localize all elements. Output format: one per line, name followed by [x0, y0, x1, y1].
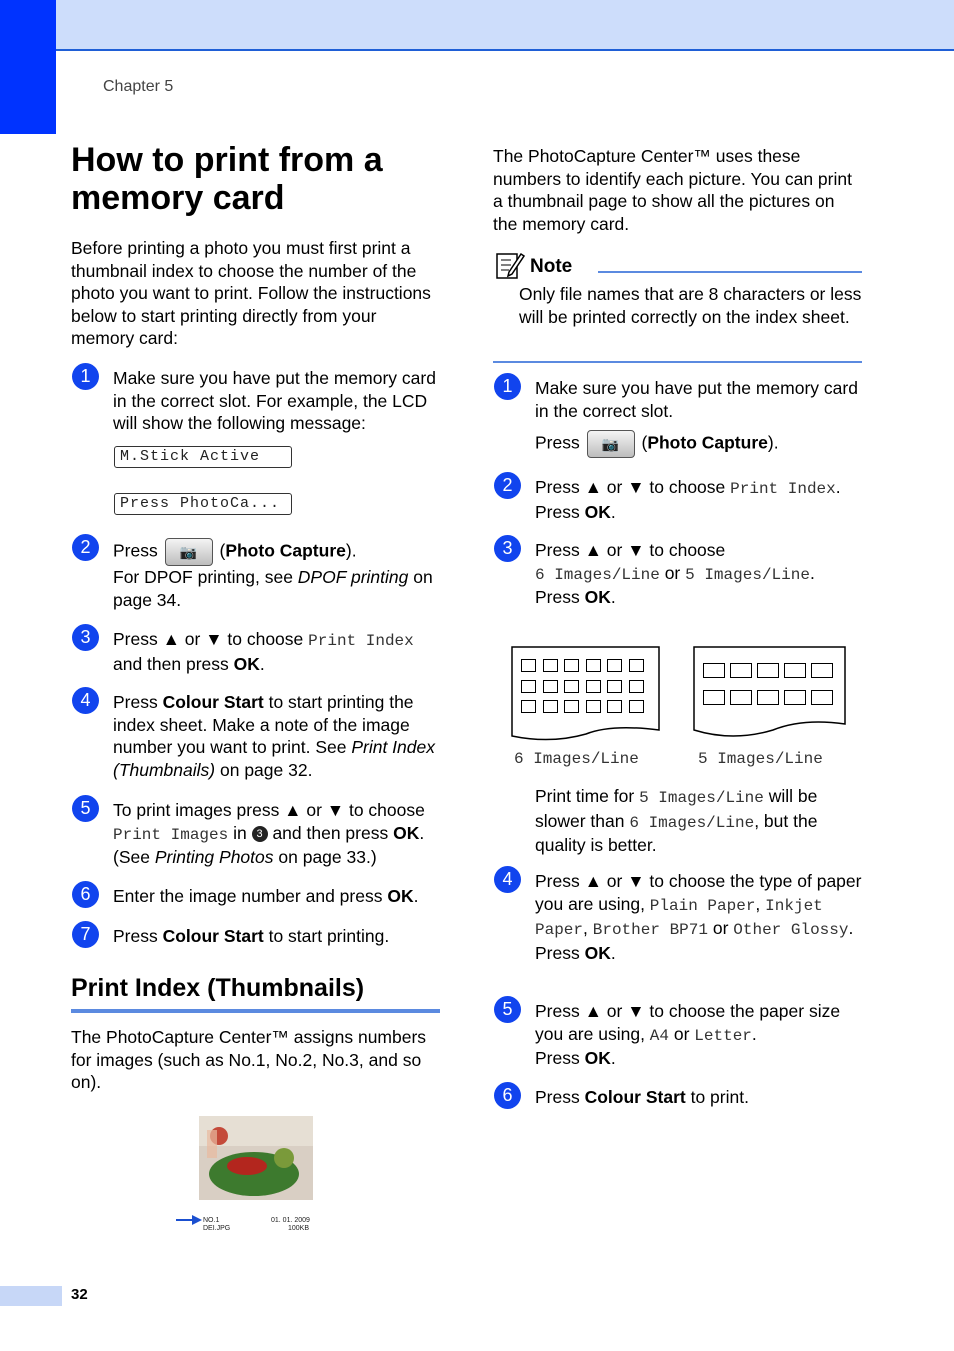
note-text: Only file names that are 8 characters or less will be printed correctly on the index sheet. — [519, 284, 862, 327]
thumbnail-cell — [811, 663, 833, 678]
thumbnail-cell — [784, 663, 806, 678]
right-step-2: Press ▲ or ▼ to choose Print Index. Press OK. — [535, 477, 841, 522]
chapter-label: Chapter 5 — [103, 78, 174, 95]
lcd-message-2: Press PhotoCa... — [114, 493, 292, 515]
note-label: Note — [530, 256, 573, 277]
photo-filename: DEI.JPG — [203, 1225, 231, 1232]
thumbnail-cell — [784, 690, 806, 705]
right-step-4: Press ▲ or ▼ to choose the type of paper you are using, Plain Paper, Inkjet Paper, Brother BP71 or Other Glossy. Press OK. — [535, 871, 862, 963]
step-number-2: 2 — [72, 534, 99, 561]
thumbnail-cell — [521, 680, 536, 693]
thumbnail-cell — [521, 659, 536, 672]
note-pencil-icon — [495, 250, 525, 280]
step-number-2: 2 — [494, 472, 521, 499]
thumbnail-cell — [629, 659, 644, 672]
caption-five-per-line: 5 Images/Line — [698, 750, 823, 768]
right-step-3: Press ▲ or ▼ to choose 6 Images/Line or 5 Images/Line. Press OK. — [535, 540, 815, 607]
chapter-tab — [0, 0, 56, 134]
thumbnail-cell — [586, 700, 601, 713]
thumbnail-cell — [811, 690, 833, 705]
photo-number: NO.1 — [203, 1217, 220, 1224]
thumbnail-cell — [543, 700, 558, 713]
left-step-2: Press 📷 (Photo Capture). For DPOF printing, see DPOF printing on page 34. — [113, 538, 443, 611]
step-number-4: 4 — [494, 866, 521, 893]
thumbnail-cell — [564, 680, 579, 693]
thumbnail-cell — [730, 690, 752, 705]
page-number: 32 — [71, 1286, 88, 1303]
thumbnail-cell — [543, 659, 558, 672]
step-number-5: 5 — [72, 795, 99, 822]
thumbnail-cell — [586, 680, 601, 693]
section-rule — [71, 1009, 440, 1013]
intro-paragraph: Before printing a photo you must first print a thumbnail index to choose the number of the photo you want to print. Follow the instructions below to start printing directly from your memory card: — [71, 238, 431, 348]
thumbnail-cell — [607, 680, 622, 693]
step-number-1: 1 — [72, 363, 99, 390]
page-title: How to print from a memory card — [71, 141, 383, 217]
left-step-1: Make sure you have put the memory card in the correct slot. For example, the LCD will show the following message: — [113, 368, 436, 433]
step-number-3: 3 — [72, 624, 99, 651]
section-paragraph: The PhotoCapture Center™ assigns numbers for images (such as No.1, No.2, No.3, and so on). — [71, 1027, 427, 1092]
step-number-1: 1 — [494, 373, 521, 400]
section-title: Print Index (Thumbnails) — [71, 974, 365, 1002]
thumbnail-cell — [730, 663, 752, 678]
step-number-6: 6 — [72, 881, 99, 908]
thumbnail-cell — [629, 700, 644, 713]
thumbnail-cell — [564, 659, 579, 672]
camera-icon: 📷 — [587, 430, 635, 458]
caption-six-per-line: 6 Images/Line — [514, 750, 639, 768]
page-number-bar — [0, 1286, 62, 1306]
arrow-right-icon — [176, 1214, 202, 1226]
thumbnail-cell — [521, 700, 536, 713]
header-bar — [0, 0, 954, 51]
thumbnail-cell — [757, 663, 779, 678]
right-step-1: Make sure you have put the memory card in the correct slot. — [535, 378, 858, 421]
left-step-5: To print images press ▲ or ▼ to choose Print Images in 3 and then press OK. (See Printing Photos on page 33.) — [113, 800, 425, 867]
step-number-4: 4 — [72, 687, 99, 714]
right-step-1-press: Press 📷 (Photo Capture). — [535, 430, 865, 458]
thumbnail-cell — [703, 690, 725, 705]
right-step-6: Press Colour Start to print. — [535, 1087, 749, 1107]
thumbnail-cell — [703, 663, 725, 678]
sample-photo — [199, 1116, 313, 1200]
step-number-5: 5 — [494, 996, 521, 1023]
note-rule-bottom — [493, 361, 862, 363]
note-rule-top — [598, 271, 862, 273]
print-time-note: Print time for 5 Images/Line will be slower than 6 Images/Line, but the quality is better. — [535, 786, 818, 855]
thumbnail-cell — [607, 659, 622, 672]
thumbnail-cell — [564, 700, 579, 713]
right-intro: The PhotoCapture Center™ uses these numbers to identify each picture. You can print a thumbnail page to show all the pictures on the memory card. — [493, 146, 852, 234]
left-step-6: Enter the image number and press OK. — [113, 886, 419, 906]
left-step-4: Press Colour Start to start printing the index sheet. Make a note of the image number you want to print. See Print Index (Thumbnails) on page 32. — [113, 692, 435, 780]
photo-size: 100KB — [288, 1225, 310, 1232]
photo-date: 01. 01. 2009 — [271, 1217, 310, 1224]
left-step-3: Press ▲ or ▼ to choose Print Index and then press OK. — [113, 629, 414, 674]
camera-icon: 📷 — [165, 538, 213, 566]
thumbnail-cell — [629, 680, 644, 693]
thumbnail-cell — [757, 690, 779, 705]
thumbnail-cell — [543, 680, 558, 693]
lcd-message-1: M.Stick Active — [114, 446, 292, 468]
thumbnail-cell — [607, 700, 622, 713]
step-number-3: 3 — [494, 535, 521, 562]
step-number-6: 6 — [494, 1082, 521, 1109]
left-step-7: Press Colour Start to start printing. — [113, 926, 390, 946]
right-step-5: Press ▲ or ▼ to choose the paper size you are using, A4 or Letter. Press OK. — [535, 1001, 841, 1068]
thumbnail-cell — [586, 659, 601, 672]
step-number-7: 7 — [72, 921, 99, 948]
